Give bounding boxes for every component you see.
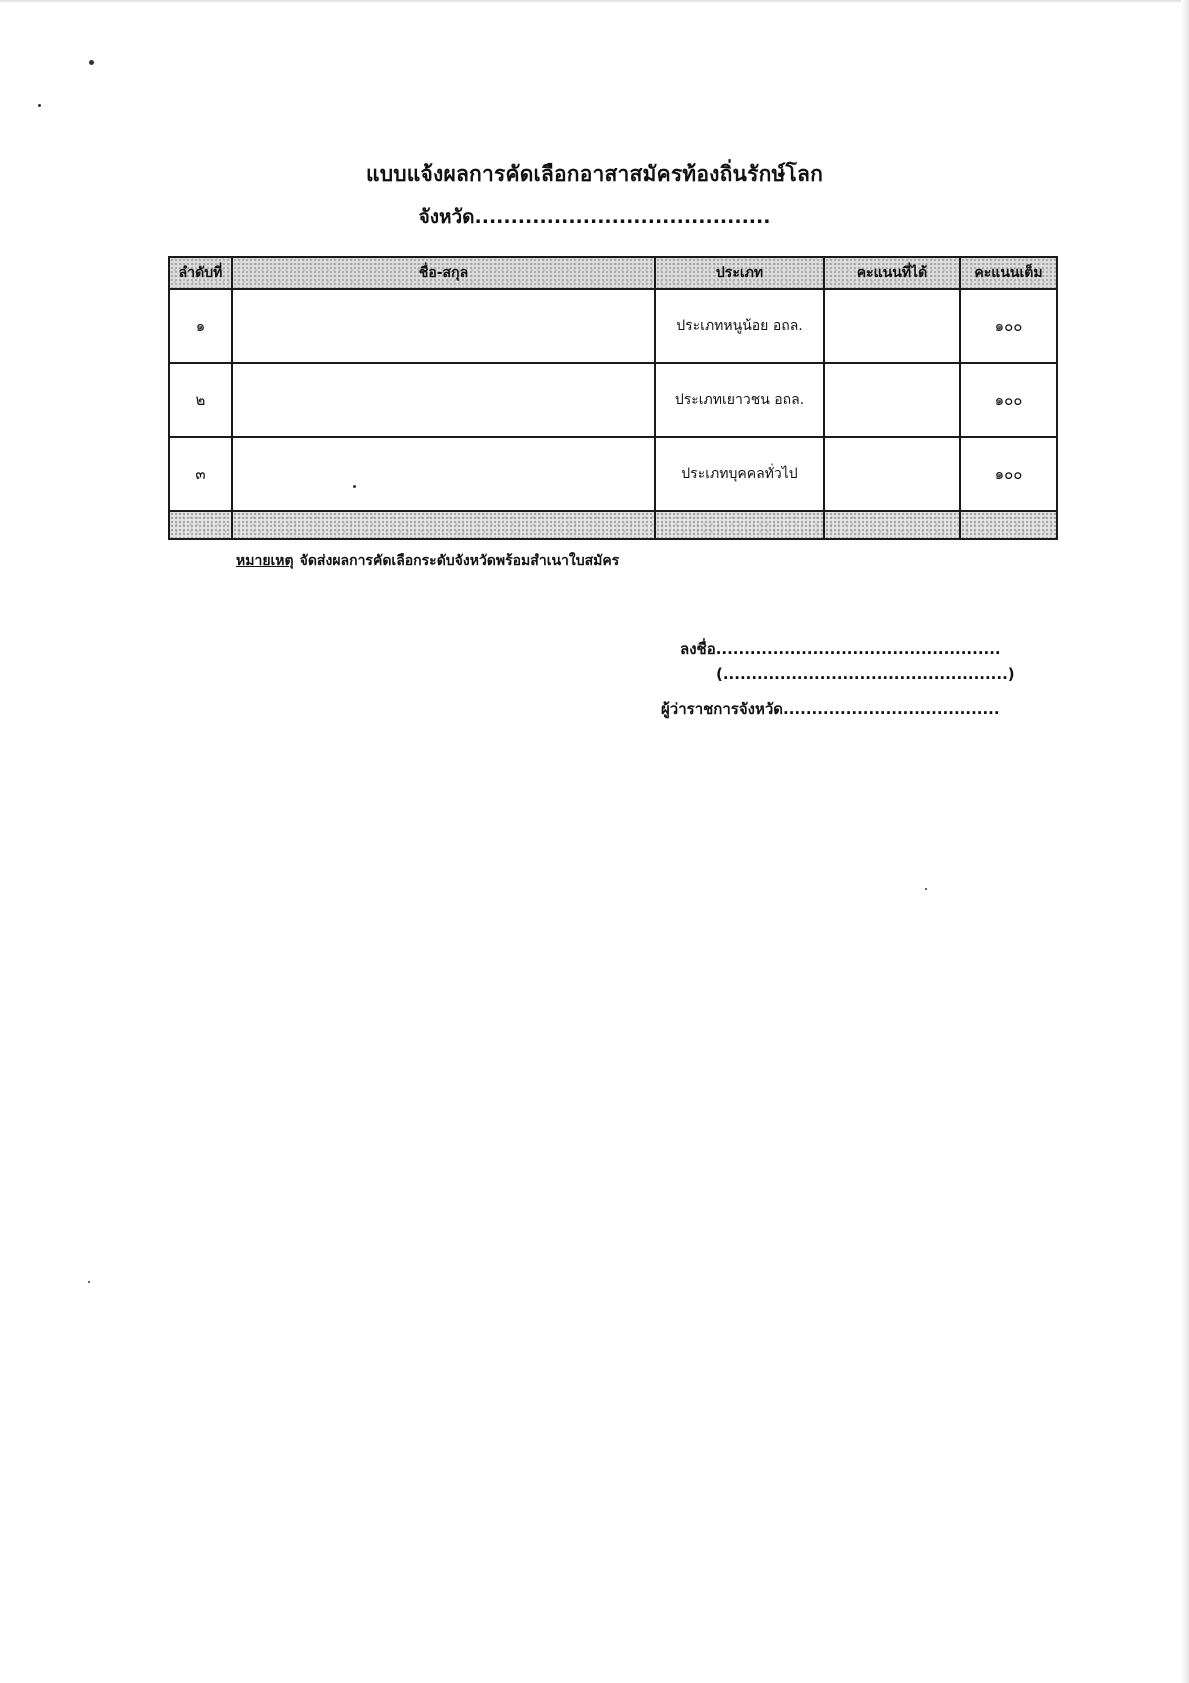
scan-edge-top bbox=[0, 0, 1189, 3]
score-cell bbox=[824, 437, 960, 511]
scan-speck bbox=[38, 104, 41, 107]
scan-speck bbox=[925, 888, 927, 890]
type-cell: ประเภทเยาวชน อถล. bbox=[655, 363, 824, 437]
signer-position-line: ผู้ว่าราชการจังหวัด...................................... bbox=[661, 700, 1000, 718]
province-line: จังหวัด......................................... bbox=[418, 206, 771, 228]
note bbox=[236, 550, 619, 572]
scan-speck bbox=[88, 1281, 90, 1283]
shaded-cell bbox=[232, 511, 655, 539]
row-number: ๒ bbox=[169, 363, 232, 437]
table-row bbox=[169, 363, 1057, 437]
shaded-cell bbox=[169, 511, 232, 539]
header-name: ชื่อ-สกุล bbox=[232, 257, 655, 289]
result-table bbox=[168, 256, 1058, 540]
score-cell bbox=[824, 289, 960, 363]
type-cell: ประเภทหนูน้อย อถล. bbox=[655, 289, 824, 363]
shaded-footer-row bbox=[169, 511, 1057, 539]
header-no: ลำดับที่ bbox=[169, 257, 232, 289]
table-row bbox=[169, 289, 1057, 363]
full-score-cell: ๑๐๐ bbox=[960, 437, 1057, 511]
row-number: ๑ bbox=[169, 289, 232, 363]
shaded-cell bbox=[960, 511, 1057, 539]
scan-speck bbox=[89, 60, 94, 65]
full-score-cell: ๑๐๐ bbox=[960, 289, 1057, 363]
table-row bbox=[169, 437, 1057, 511]
score-cell bbox=[824, 363, 960, 437]
shaded-cell bbox=[824, 511, 960, 539]
name-cell bbox=[232, 289, 655, 363]
shaded-cell bbox=[655, 511, 824, 539]
full-score-cell: ๑๐๐ bbox=[960, 363, 1057, 437]
row-number: ๓ bbox=[169, 437, 232, 511]
name-cell bbox=[232, 437, 655, 511]
scan-edge-right bbox=[1181, 0, 1189, 1683]
name-cell bbox=[232, 363, 655, 437]
signer-name-line: (..................................................) bbox=[716, 665, 1015, 683]
type-cell: ประเภทบุคคลทั่วไป bbox=[655, 437, 824, 511]
header-score: คะแนนที่ได้ bbox=[824, 257, 960, 289]
document-title: แบบแจ้งผลการคัดเลือกอาสาสมัครท้องถิ่นรักษ์โลก bbox=[366, 162, 823, 186]
signature-line: ลงชื่อ.................................................. bbox=[680, 640, 1001, 658]
header-type: ประเภท bbox=[655, 257, 824, 289]
table-header-row bbox=[169, 257, 1057, 289]
note-text: จัดส่งผลการคัดเลือกระดับจังหวัดพร้อมสำเนาใบสมัคร bbox=[299, 553, 620, 569]
note-label: หมายเหตุ bbox=[236, 553, 294, 569]
header-full-score: คะแนนเต็ม bbox=[960, 257, 1057, 289]
